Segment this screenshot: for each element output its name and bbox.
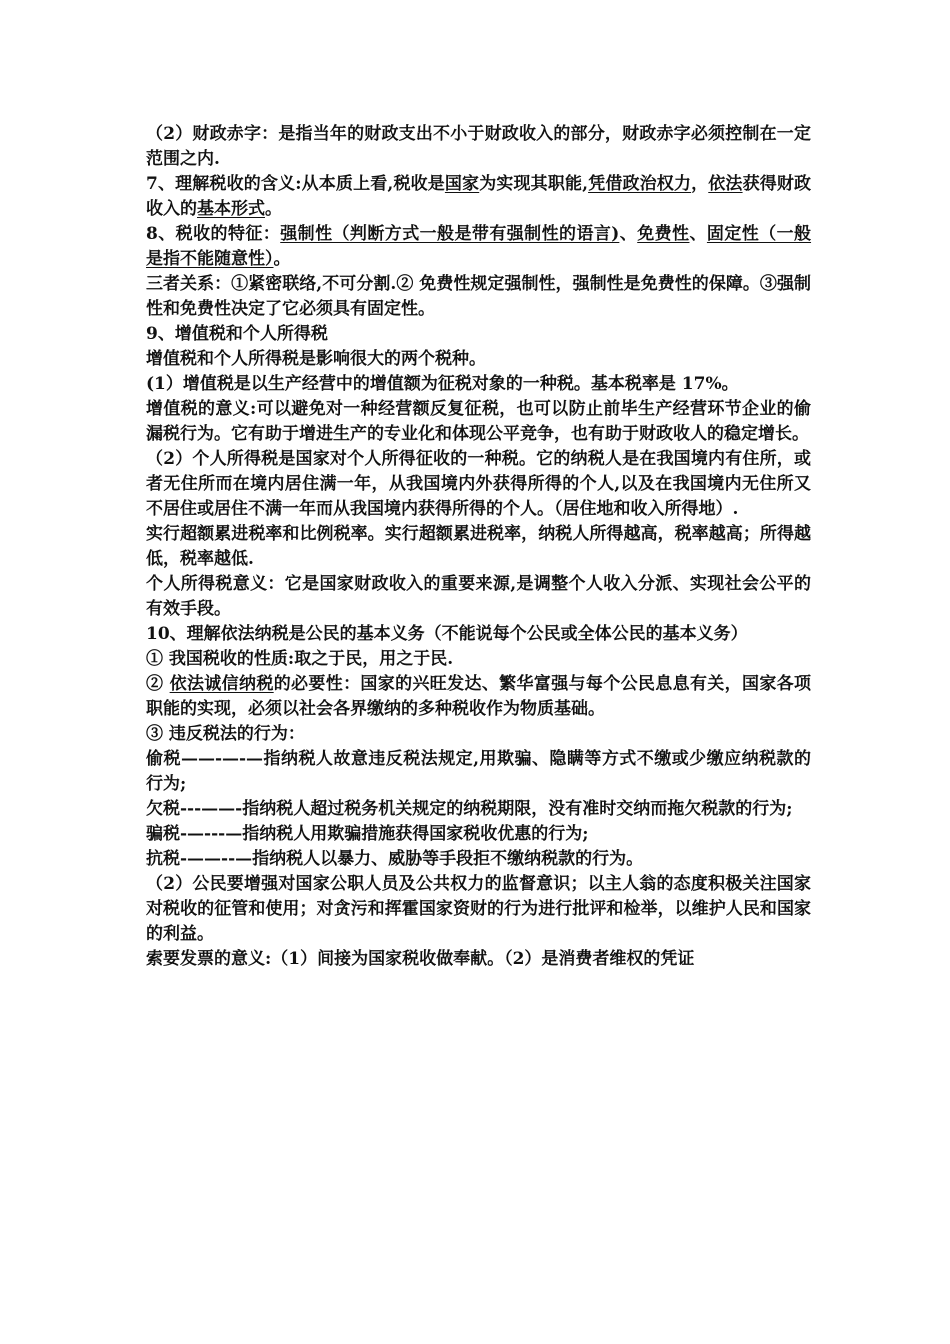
- text-run: 8、税收的特征：: [146, 224, 281, 244]
- text-run: 、: [619, 224, 638, 244]
- underlined-term: 基本形式: [197, 199, 265, 219]
- paragraph-vat-definition: [146, 372, 811, 397]
- text-run: 索要发票的意义:（1）间接为国家税收做奉献。（2）是消费者维权的凭证: [146, 949, 695, 969]
- text-run: 9、增值税和个人所得税: [146, 324, 328, 344]
- paragraph-tax-necessity: [146, 672, 811, 722]
- paragraph-tax-meaning: [146, 172, 811, 222]
- underlined-term: 固定性（一般是指不能随意性）: [146, 224, 812, 269]
- underlined-term: 依法诚信纳税: [169, 674, 274, 694]
- text-run: 。: [265, 199, 282, 219]
- document-body: [146, 122, 811, 972]
- text-run: ②: [146, 674, 170, 694]
- text-run: 。: [273, 249, 291, 269]
- text-run: ① 我国税收的性质:取之于民，用之于民.: [146, 649, 454, 669]
- text-run: （2）个人所得税是国家对个人所得征收的一种税。它的纳税人是在我国境内有住所，或者无住所而在境内居住满一年，从我国境内外获得所得的个人,以及在我国境内无住所又不居住或居住不满一年而从我国境内获得所得的个人。（居住地和收入所得地）.: [146, 449, 811, 519]
- underlined-term: 国家: [444, 174, 480, 194]
- text-run: 、: [689, 224, 707, 244]
- paragraph-violations-heading: [146, 722, 811, 747]
- text-run: 个人所得税意义：它是国家财政收入的重要来源,是调整个人收入分派、实现社会公平的有效手段。: [146, 574, 811, 619]
- underlined-term: 凭借政治权力: [588, 174, 692, 194]
- paragraph-invoice-significance: [146, 947, 811, 972]
- paragraph-tax-resistance: [146, 847, 811, 872]
- paragraph-income-tax-significance: [146, 572, 811, 622]
- text-run: （2）公民要增强对国家公职人员及公共权力的监督意识；以主人翁的态度积极关注国家对税收的征管和使用；对贪污和挥霍国家资财的行为进行批评和检举，以维护人民和国家的利益。: [146, 874, 811, 944]
- text-run: 实行超额累进税率和比例税率。实行超额累进税率，纳税人所得越高，税率越高；所得越低，税率越低.: [146, 524, 811, 569]
- text-run: 10、理解依法纳税是公民的基本义务（不能说每个公民或全体公民的基本义务）: [146, 624, 748, 644]
- text-run: ③ 违反税法的行为：: [146, 724, 305, 744]
- paragraph-citizen-supervision: [146, 872, 811, 947]
- paragraph-tax-features: [146, 222, 811, 272]
- paragraph-heading-9: [146, 322, 811, 347]
- text-run: 增值税的意义:可以避免对一种经营额反复征税，也可以防止前毕生产经营环节企业的偷漏税行为。它有助于增进生产的专业化和体现公平竞争，也有助于财政收人的稳定增长。: [146, 399, 811, 444]
- text-run: 抗税-——--—指纳税人以暴力、威胁等手段拒不缴纳税款的行为。: [146, 849, 644, 869]
- paragraph-two-tax-types: [146, 347, 811, 372]
- paragraph-tax-evasion: [146, 747, 811, 797]
- text-run: 获得财政收入的: [146, 174, 812, 219]
- text-run: (1）增值税是以生产经营中的增值额为征税对象的一种税。基本税率是 17%。: [146, 374, 739, 394]
- text-run: 增值税和个人所得税是影响很大的两个税种。: [146, 349, 486, 369]
- paragraph-income-tax-definition: [146, 447, 811, 522]
- text-run: 偷税——-—-—指纳税人故意违反税法规定,用欺骗、隐瞒等方式不缴或少缴应纳税款的行为;: [146, 749, 811, 794]
- text-run: 7、理解税收的含义:从本质上看,税收是: [146, 174, 445, 194]
- underlined-term: 依法: [708, 174, 743, 194]
- paragraph-three-relations: [146, 272, 811, 322]
- text-run: 的必要性：国家的兴旺发达、繁华富强与每个公民息息有关，国家各项职能的实现，必须以社会各界缴纳的多种税收作为物质基础。: [146, 674, 812, 719]
- paragraph-tax-fraud: [146, 822, 811, 847]
- paragraph-progressive-rate: [146, 522, 811, 572]
- text-run: 欠税---——-指纳税人超过税务机关规定的纳税期限，没有准时交纳而拖欠税款的行为;: [146, 799, 793, 819]
- underlined-term: 免费性: [637, 224, 690, 244]
- paragraph-deficit-definition: [146, 122, 811, 172]
- text-run: （2）财政赤字：是指当年的财政支出不小于财政收入的部分，财政赤字必须控制在一定范围之内.: [146, 124, 811, 169]
- paragraph-vat-significance: [146, 397, 811, 447]
- underlined-term: 强制性（判断方式一般是带有强制性的语言): [280, 224, 620, 244]
- text-run: 为实现其职能,: [479, 174, 589, 194]
- paragraph-heading-10: [146, 622, 811, 647]
- text-run: 三者关系：①紧密联络,不可分割.② 免费性规定强制性，强制性是免费性的保障。③强制性和免费性决定了它必须具有固定性。: [146, 274, 811, 319]
- paragraph-tax-nature: [146, 647, 811, 672]
- text-run: 骗税-—---—指纳税人用欺骗措施获得国家税收优惠的行为;: [146, 824, 589, 844]
- paragraph-tax-arrears: [146, 797, 811, 822]
- text-run: ，: [691, 174, 709, 194]
